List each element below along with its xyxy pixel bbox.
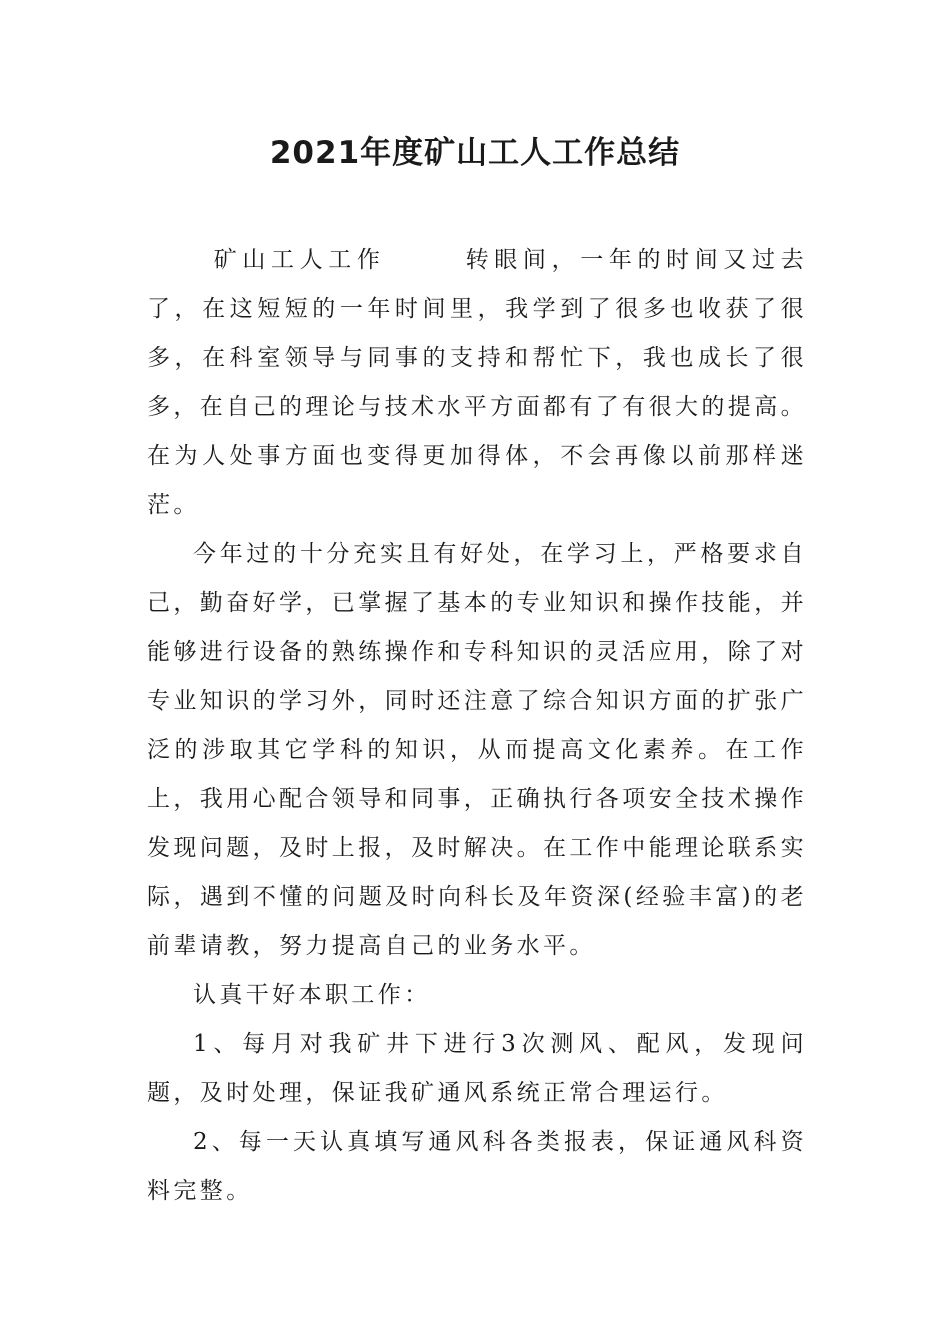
paragraph-item-1: 1、每月对我矿井下进行3次测风、配风，发现问题，及时处理，保证我矿通风系统正常合理运行。 (147, 1031, 807, 1106)
paragraph-intro (147, 236, 807, 530)
paragraph-text: 转眼间，一年的时间又过去了，在这短短的一年时间里，我学到了很多也收获了很多，在科室领导与同事的支持和帮忙下，我也成长了很多，在自己的理论与技术水平方面都有了有很大的提高。在为人处事方面也变得更加得体，不会再像以前那样迷茫。 (147, 247, 807, 518)
document-body (147, 236, 807, 1216)
paragraph-item-2: 2、每一天认真填写通风科各类报表，保证通风科资料完整。 (147, 1129, 807, 1204)
document-title: 2021年度矿山工人工作总结 (269, 135, 681, 171)
paragraph-lead: 矿山工人工作 (213, 247, 386, 273)
paragraph-study-work: 今年过的十分充实且有好处，在学习上，严格要求自己，勤奋好学，已掌握了基本的专业知识和操作技能，并能够进行设备的熟练操作和专科知识的灵活应用，除了对专业知识的学习外，同时还注意了综合知识方面的扩张广泛的涉取其它学科的知识，从而提高文化素养。在工作上，我用心配合领导和同事，正确执行各项安全技术操作发现问题，及时上报，及时解决。在工作中能理论联系实际，遇到不懂的问题及时向科长及年资深(经验丰富)的老前辈请教，努力提高自己的业务水平。 (147, 541, 807, 959)
paragraph-duties-heading: 认真干好本职工作： (193, 982, 431, 1008)
